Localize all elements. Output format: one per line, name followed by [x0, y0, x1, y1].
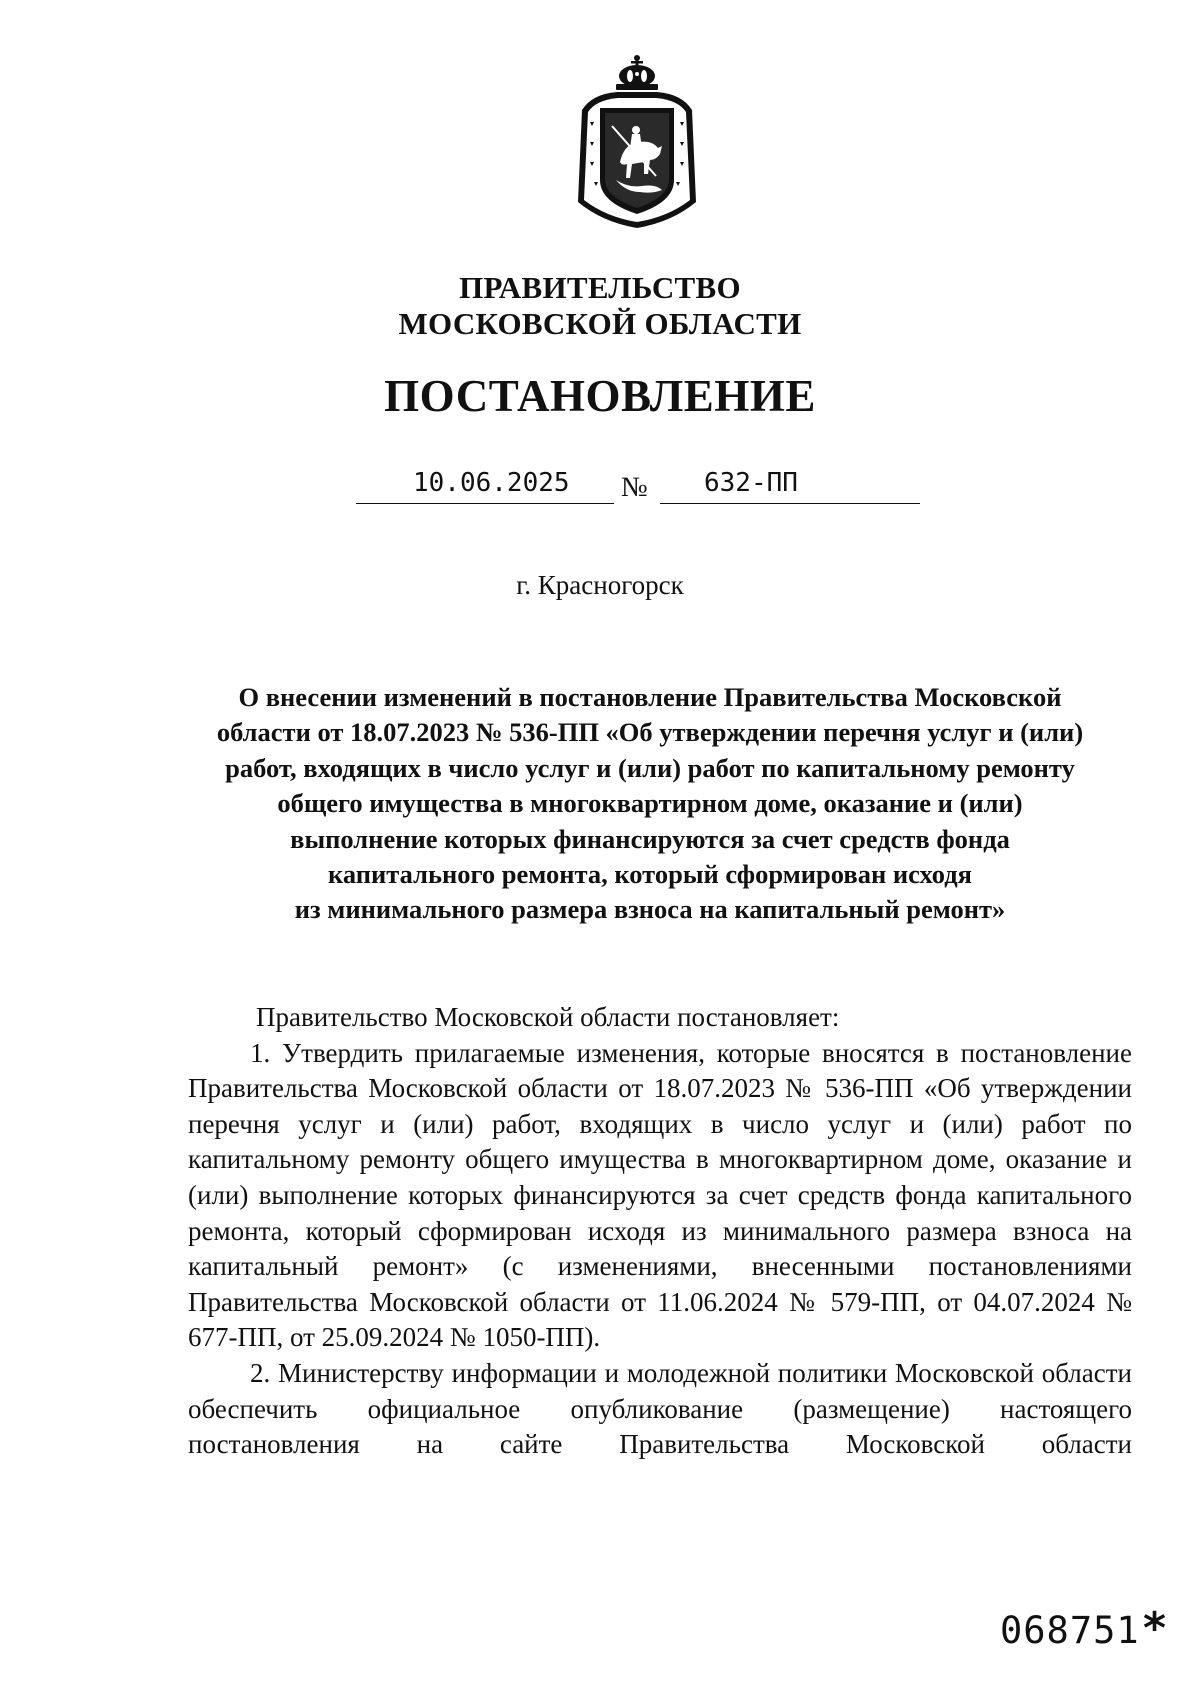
organization-name-line1: ПРАВИТЕЛЬСТВО: [459, 270, 741, 305]
city: г. Красногорск: [516, 570, 684, 600]
organization-name-line2: МОСКОВСКОЙ ОБЛАСТИ: [398, 306, 802, 341]
asterisk-mark: *: [1143, 1603, 1167, 1654]
title-line: области от 18.07.2023 № 536-ПП «Об утверждении перечня услуг и (или): [216, 717, 1084, 748]
document-date: 10.06.2025: [413, 468, 570, 498]
serial-number: 068751: [1000, 1609, 1140, 1652]
document-title: [170, 680, 1130, 928]
document-number: 632-ПП: [704, 468, 798, 498]
title-line: капитального ремонта, который сформирован исходя: [328, 859, 972, 890]
title-line: О внесении изменений в постановление Правительства Московской: [238, 682, 1062, 712]
document-body: [188, 1000, 1132, 1463]
title-line: общего имущества в многоквартирном доме, оказание и (или): [277, 788, 1023, 819]
number-sign: №: [621, 472, 648, 503]
title-line: выполнение которых финансируются за счет средств фонда: [290, 823, 1010, 854]
number-underline: [660, 503, 920, 504]
paragraph-item-2: 2. Министерству информации и молодежной политики Московской области обеспечить официальное опубликование (размещение) настоящего постановления на сайте Правительства Московской области: [188, 1357, 1132, 1460]
coat-of-arms-emblem: [572, 52, 702, 230]
title-line: работ, входящих в число услуг и (или) работ по капитальному ремонту: [225, 752, 1075, 783]
date-underline: [356, 503, 614, 504]
paragraph-item-1: 1. Утвердить прилагаемые изменения, которые вносятся в постановление Правительства Московской области от 18.07.2023 № 536-ПП «Об утверждении перечня услуг и (или) работ, входящих в число услуг и (или) работ по капитальному ремонту общего имущества в многоквартирном доме, оказание и (или) выполнение которых финансируются за счет средств фонда капитального ремонта, который сформирован исходя из минимального размера взноса на капитальный ремонт» (с изменениями, внесенными постановлениями Правительства Московской области от 11.06.2024 № 579-ПП, от 04.07.2024 № 677-ПП, от 25.09.2024 № 1050-ПП).: [188, 1037, 1132, 1353]
document-type: ПОСТАНОВЛЕНИЕ: [384, 371, 816, 421]
preamble: Правительство Московской области постановляет:: [256, 1002, 840, 1032]
title-line: из минимального размера взноса на капитальный ремонт»: [294, 894, 1006, 925]
